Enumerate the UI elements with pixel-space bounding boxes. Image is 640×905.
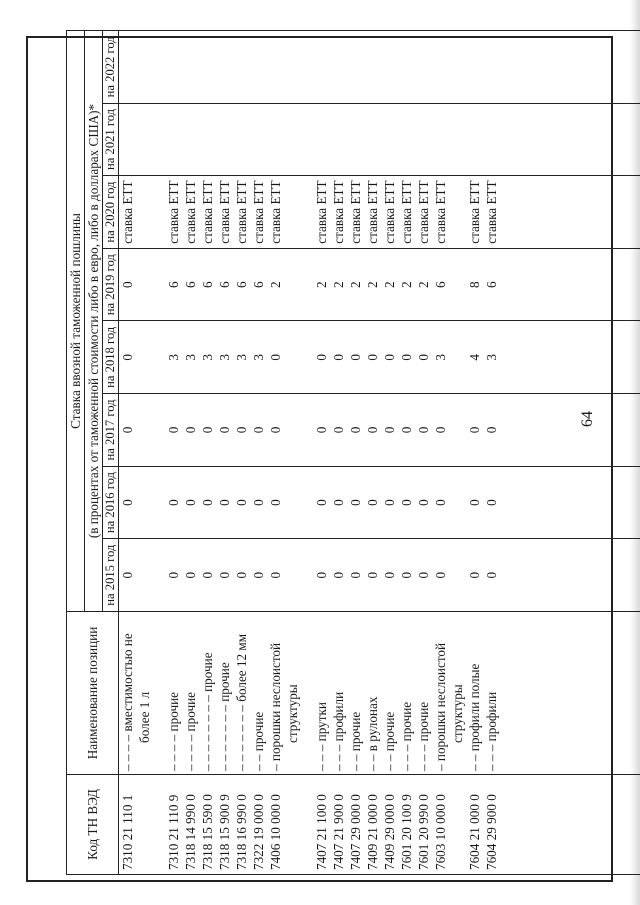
spacer-cell <box>153 612 165 775</box>
header-rates-subtitle: (в процентах от таможенной стоимости либо в евро, либо в долларах США)* <box>85 31 103 612</box>
cell-rate <box>267 31 301 104</box>
cell-name-line <box>199 615 216 771</box>
spacer-cell <box>301 775 313 875</box>
cell-rate: 2 <box>267 248 301 321</box>
cell-rate: 0 <box>432 466 466 539</box>
spacer-cell <box>153 394 165 467</box>
header-year: на 2020 год <box>103 176 119 249</box>
cell-name-line <box>284 615 301 771</box>
cell-rate: 0 <box>250 539 267 612</box>
cell-rate: 0 <box>313 466 330 539</box>
cell-code: 7409 21 000 0 <box>364 775 381 875</box>
cell-code: 7407 21 100 0 <box>313 775 330 875</box>
cell-code: 7406 10 000 0 <box>267 775 301 875</box>
cell-rate <box>216 31 233 104</box>
cell-rate <box>364 31 381 104</box>
table-row <box>182 31 199 875</box>
cell-rate: 0 <box>182 539 199 612</box>
header-year: на 2016 год <box>103 466 119 539</box>
filler-cell <box>500 176 640 249</box>
cell-name <box>432 612 466 775</box>
cell-rate: 2 <box>398 248 415 321</box>
cell-rate: 0 <box>415 539 432 612</box>
filler-cell <box>500 612 640 775</box>
cell-rate: 0 <box>199 394 216 467</box>
cell-rate: 0 <box>398 539 415 612</box>
cell-code: 7603 10 000 0 <box>432 775 466 875</box>
cell-code: 7407 21 900 0 <box>330 775 347 875</box>
cell-rate: 0 <box>119 321 154 394</box>
spacer-cell <box>301 466 313 539</box>
cell-name-line <box>466 615 483 771</box>
cell-rate: ставка ЕТТ <box>233 176 250 249</box>
cell-rate: 0 <box>165 394 182 467</box>
cell-name-text: – порошки неслоистой <box>433 642 448 771</box>
cell-name-text: структуры <box>285 684 300 743</box>
table-row <box>330 31 347 875</box>
cell-name-line <box>449 615 466 771</box>
cell-rate: 6 <box>432 248 466 321</box>
cell-rate <box>250 31 267 104</box>
cell-rate: 3 <box>165 321 182 394</box>
cell-rate: 0 <box>381 321 398 394</box>
cell-name-text: – – – прутки <box>314 702 329 771</box>
table-row <box>398 31 415 875</box>
filler-cell <box>500 103 640 176</box>
cell-rate: 3 <box>233 321 250 394</box>
cell-rate <box>267 103 301 176</box>
cell-rate: 0 <box>415 466 432 539</box>
cell-rate <box>199 31 216 104</box>
cell-rate: 3 <box>216 321 233 394</box>
header-year: на 2021 год <box>103 103 119 176</box>
cell-rate: 0 <box>182 466 199 539</box>
spacer-cell <box>153 539 165 612</box>
cell-name-text: – – – – прочие <box>166 691 181 771</box>
spacer-cell <box>301 248 313 321</box>
cell-rate: 0 <box>432 539 466 612</box>
cell-rate: 0 <box>216 539 233 612</box>
cell-name-line <box>398 615 415 771</box>
cell-rate: 3 <box>432 321 466 394</box>
cell-code: 7409 29 000 0 <box>381 775 398 875</box>
cell-rate <box>182 31 199 104</box>
cell-rate: 0 <box>398 466 415 539</box>
cell-code: 7310 21 110 9 <box>165 775 182 875</box>
cell-rate: 0 <box>119 394 154 467</box>
cell-name-text: – – в рулонах <box>365 696 380 771</box>
cell-rate <box>364 103 381 176</box>
cell-rate: 0 <box>483 394 500 467</box>
cell-rate: 6 <box>199 248 216 321</box>
table-row <box>483 31 500 875</box>
cell-name-text: – – – – прочие <box>183 691 198 771</box>
cell-rate: ставка ЕТТ <box>216 176 233 249</box>
cell-rate <box>330 103 347 176</box>
cell-rate: 3 <box>182 321 199 394</box>
cell-name-line <box>119 615 136 771</box>
cell-name <box>381 612 398 775</box>
cell-code: 7604 29 900 0 <box>483 775 500 875</box>
filler-cell <box>500 466 640 539</box>
cell-rate: 6 <box>483 248 500 321</box>
cell-rate: 0 <box>432 394 466 467</box>
cell-rate: ставка ЕТТ <box>432 176 466 249</box>
filler-cell <box>500 31 640 104</box>
cell-rate: 0 <box>165 539 182 612</box>
cell-rate: 0 <box>216 466 233 539</box>
cell-rate: 0 <box>233 466 250 539</box>
cell-rate: ставка ЕТТ <box>466 176 483 249</box>
cell-name-text: – – – – – – – более 12 мм <box>234 633 249 771</box>
cell-name-line <box>165 615 182 771</box>
cell-code: 7322 19 000 0 <box>250 775 267 875</box>
cell-rate <box>483 31 500 104</box>
spacer-cell <box>153 248 165 321</box>
spacer-cell <box>301 103 313 176</box>
cell-rate: 2 <box>364 248 381 321</box>
cell-rate <box>415 103 432 176</box>
cell-code: 7318 15 900 9 <box>216 775 233 875</box>
header-year: на 2017 год <box>103 394 119 467</box>
cell-rate <box>398 31 415 104</box>
cell-rate: ставка ЕТТ <box>398 176 415 249</box>
table-row <box>466 31 483 875</box>
cell-name-text: – – – прочие <box>399 701 414 771</box>
rotated-tariff-table-container <box>66 30 559 875</box>
cell-name-line <box>136 615 153 771</box>
cell-rate: 0 <box>415 394 432 467</box>
cell-rate <box>381 103 398 176</box>
cell-code: 7407 29 000 0 <box>347 775 364 875</box>
cell-rate: 0 <box>267 466 301 539</box>
cell-name-text: более 1 л <box>137 691 152 743</box>
cell-rate: 6 <box>233 248 250 321</box>
table-row <box>364 31 381 875</box>
cell-rate <box>233 103 250 176</box>
cell-rate: ставка ЕТТ <box>313 176 330 249</box>
cell-rate: 3 <box>483 321 500 394</box>
cell-name-line <box>483 615 500 771</box>
header-rates-title <box>67 31 85 612</box>
cell-rate: 0 <box>313 394 330 467</box>
cell-rate: 0 <box>466 466 483 539</box>
cell-rate: 0 <box>250 394 267 467</box>
cell-rate: 0 <box>199 466 216 539</box>
cell-rate: 0 <box>330 321 347 394</box>
cell-name-text: – порошки неслоистой <box>268 642 283 771</box>
cell-rate: 0 <box>364 321 381 394</box>
spacer-cell <box>301 539 313 612</box>
cell-code: 7604 21 000 0 <box>466 775 483 875</box>
header-year: на 2018 год <box>103 321 119 394</box>
cell-rate: 6 <box>165 248 182 321</box>
cell-rate: 0 <box>165 466 182 539</box>
row-spacer <box>301 31 313 875</box>
cell-rate: 0 <box>466 394 483 467</box>
spacer-cell <box>153 176 165 249</box>
cell-name <box>483 612 500 775</box>
cell-name-line <box>347 615 364 771</box>
cell-rate: 0 <box>415 321 432 394</box>
cell-name <box>364 612 381 775</box>
cell-rate <box>381 31 398 104</box>
spacer-cell <box>153 775 165 875</box>
cell-name-text: – – – – вместимостью не <box>120 633 135 771</box>
table-row <box>415 31 432 875</box>
cell-rate: 0 <box>381 539 398 612</box>
filler-cell <box>500 248 640 321</box>
cell-code: 7318 15 590 0 <box>199 775 216 875</box>
spacer-cell <box>301 31 313 104</box>
cell-rate <box>483 103 500 176</box>
cell-rate <box>313 103 330 176</box>
cell-rate: ставка ЕТТ <box>347 176 364 249</box>
cell-rate: ставка ЕТТ <box>364 176 381 249</box>
cell-rate: ставка ЕТТ <box>483 176 500 249</box>
cell-name <box>313 612 330 775</box>
cell-name <box>466 612 483 775</box>
cell-rate: 0 <box>347 539 364 612</box>
table-row <box>199 31 216 875</box>
header-year: на 2015 год <box>103 539 119 612</box>
table-filler-row <box>500 31 640 875</box>
cell-rate: 0 <box>267 394 301 467</box>
cell-rate: ставка ЕТТ <box>330 176 347 249</box>
cell-rate: ставка ЕТТ <box>267 176 301 249</box>
filler-cell <box>500 539 640 612</box>
filler-cell <box>500 394 640 467</box>
cell-rate: 2 <box>415 248 432 321</box>
cell-rate: 0 <box>364 539 381 612</box>
cell-rate: 0 <box>199 539 216 612</box>
cell-name <box>330 612 347 775</box>
cell-name <box>233 612 250 775</box>
cell-rate: 0 <box>330 466 347 539</box>
cell-rate: 0 <box>250 466 267 539</box>
cell-name-text: структуры <box>450 684 465 743</box>
cell-name-text: – – – профили <box>484 691 499 771</box>
filler-cell <box>500 321 640 394</box>
cell-name-line <box>267 615 284 771</box>
cell-rate: 3 <box>199 321 216 394</box>
table-row <box>216 31 233 875</box>
cell-rate: 2 <box>347 248 364 321</box>
cell-rate: 0 <box>313 539 330 612</box>
cell-rate: 0 <box>119 248 154 321</box>
header-name: Наименование позиции <box>67 612 119 775</box>
cell-rate <box>250 103 267 176</box>
cell-code: 7601 20 990 0 <box>415 775 432 875</box>
table-row <box>347 31 364 875</box>
cell-name <box>415 612 432 775</box>
cell-name <box>199 612 216 775</box>
cell-rate: 6 <box>216 248 233 321</box>
row-spacer <box>153 31 165 875</box>
cell-code: 7601 20 100 9 <box>398 775 415 875</box>
table-row <box>313 31 330 875</box>
cell-rate <box>199 103 216 176</box>
cell-name-line <box>182 615 199 771</box>
spacer-cell <box>301 321 313 394</box>
cell-name <box>119 612 154 775</box>
cell-rate: 0 <box>347 466 364 539</box>
cell-name <box>250 612 267 775</box>
cell-rate <box>119 31 154 104</box>
cell-rate <box>165 31 182 104</box>
cell-rate: ставка ЕТТ <box>381 176 398 249</box>
cell-rate <box>432 31 466 104</box>
header-code: Код ТН ВЭД <box>67 775 119 875</box>
cell-name-text: – – – – – – – – прочие <box>200 652 215 771</box>
cell-name-text: – – – – – – – прочие <box>217 662 232 771</box>
cell-name-line <box>432 615 449 771</box>
cell-rate <box>466 103 483 176</box>
table-row <box>165 31 182 875</box>
cell-rate: 0 <box>364 394 381 467</box>
header-rates-title-line1: Ставка ввозной таможенной пошлины <box>68 213 83 429</box>
cell-rate: 6 <box>250 248 267 321</box>
cell-rate <box>415 31 432 104</box>
cell-name-line <box>313 615 330 771</box>
table-row <box>432 31 466 875</box>
cell-rate: 0 <box>364 466 381 539</box>
cell-rate <box>432 103 466 176</box>
cell-name <box>165 612 182 775</box>
cell-rate <box>165 103 182 176</box>
cell-name-line <box>364 615 381 771</box>
cell-rate: ставка ЕТТ <box>165 176 182 249</box>
cell-name-line <box>233 615 250 771</box>
header-year: на 2019 год <box>103 248 119 321</box>
cell-name <box>398 612 415 775</box>
cell-rate: 0 <box>119 466 154 539</box>
table-row <box>381 31 398 875</box>
cell-rate <box>182 103 199 176</box>
table-row <box>250 31 267 875</box>
spacer-cell <box>153 466 165 539</box>
cell-name-line <box>330 615 347 771</box>
spacer-cell <box>301 394 313 467</box>
cell-rate: 4 <box>466 321 483 394</box>
cell-rate: 0 <box>398 321 415 394</box>
cell-rate: 0 <box>330 539 347 612</box>
cell-rate <box>398 103 415 176</box>
cell-name-line <box>250 615 267 771</box>
cell-name-text: – – прочие <box>382 711 397 771</box>
cell-rate: ставка ЕТТ <box>182 176 199 249</box>
cell-rate: 0 <box>267 321 301 394</box>
cell-rate: 2 <box>313 248 330 321</box>
cell-name <box>347 612 364 775</box>
cell-rate <box>347 31 364 104</box>
cell-rate: 6 <box>182 248 199 321</box>
cell-rate: 0 <box>347 394 364 467</box>
cell-code: 7318 16 990 0 <box>233 775 250 875</box>
filler-cell <box>500 775 640 875</box>
cell-rate: ставка ЕТТ <box>199 176 216 249</box>
cell-rate: 0 <box>483 539 500 612</box>
table-row <box>119 31 154 875</box>
cell-name-text: – – – профили <box>331 691 346 771</box>
cell-rate: ставка ЕТТ <box>119 176 154 249</box>
cell-rate: 0 <box>313 321 330 394</box>
cell-rate: 0 <box>267 539 301 612</box>
tariff-table <box>66 30 640 875</box>
cell-name-line <box>415 615 432 771</box>
cell-name <box>182 612 199 775</box>
cell-rate: 0 <box>347 321 364 394</box>
cell-rate: 0 <box>233 539 250 612</box>
cell-name-text: – – – прочие <box>416 701 431 771</box>
cell-rate: 0 <box>233 394 250 467</box>
cell-rate: 0 <box>381 394 398 467</box>
cell-rate: 2 <box>381 248 398 321</box>
cell-rate <box>313 31 330 104</box>
cell-rate: 0 <box>330 394 347 467</box>
cell-rate: ставка ЕТТ <box>250 176 267 249</box>
cell-name-text: – – профили полые <box>467 663 482 771</box>
spacer-cell <box>301 612 313 775</box>
cell-rate <box>216 103 233 176</box>
cell-rate: 3 <box>250 321 267 394</box>
cell-code: 7318 14 990 0 <box>182 775 199 875</box>
cell-name <box>216 612 233 775</box>
table-row <box>233 31 250 875</box>
cell-rate <box>347 103 364 176</box>
page-number: 64 <box>579 411 596 427</box>
cell-rate <box>233 31 250 104</box>
cell-rate: 0 <box>216 394 233 467</box>
cell-rate <box>466 31 483 104</box>
cell-name-line <box>381 615 398 771</box>
cell-rate: 0 <box>483 466 500 539</box>
cell-name-line <box>216 615 233 771</box>
spacer-cell <box>301 176 313 249</box>
cell-rate <box>119 103 154 176</box>
cell-rate: 0 <box>398 394 415 467</box>
table-row <box>267 31 301 875</box>
cell-rate: 0 <box>119 539 154 612</box>
cell-rate <box>330 31 347 104</box>
cell-rate: 0 <box>182 394 199 467</box>
cell-rate: 2 <box>330 248 347 321</box>
header-year: на 2022 год <box>103 31 119 104</box>
cell-rate: 8 <box>466 248 483 321</box>
cell-name <box>267 612 301 775</box>
spacer-cell <box>153 321 165 394</box>
cell-name-text: – – прочие <box>348 711 363 771</box>
spacer-cell <box>153 31 165 104</box>
cell-code: 7310 21 110 1 <box>119 775 154 875</box>
spacer-cell <box>153 103 165 176</box>
cell-rate: 0 <box>466 539 483 612</box>
cell-rate: 0 <box>381 466 398 539</box>
cell-name-text: – – прочие <box>251 711 266 771</box>
cell-rate: ставка ЕТТ <box>415 176 432 249</box>
